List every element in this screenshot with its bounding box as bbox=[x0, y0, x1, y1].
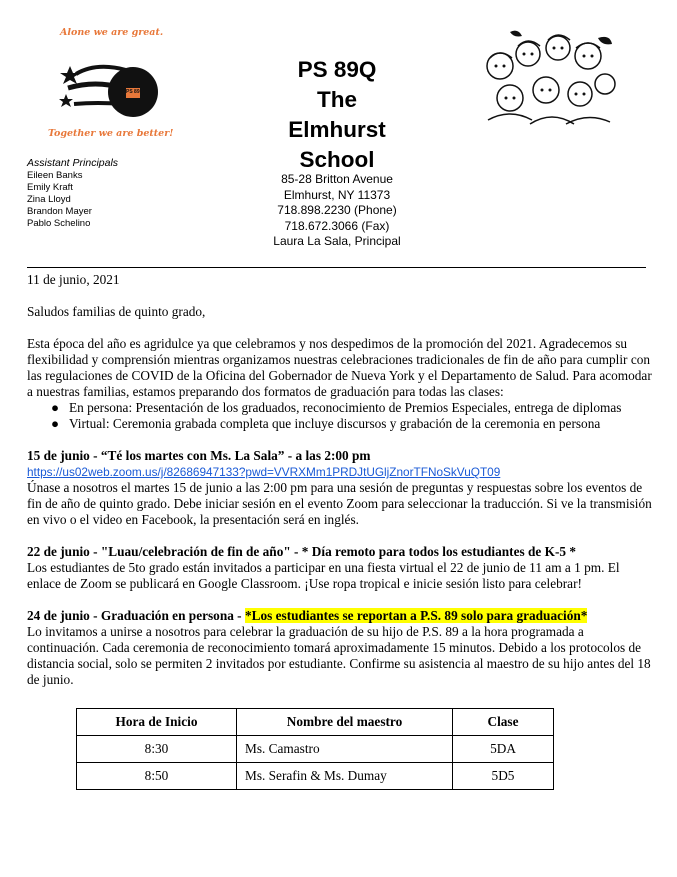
event3-heading bbox=[27, 608, 652, 624]
table-header: Hora de Inicio bbox=[77, 709, 237, 736]
phone-line: 718.898.2230 (Phone) bbox=[277, 203, 397, 217]
list-item: ● Virtual: Ceremonia grabada completa que incluye discursos y grabación de la ceremonia en persona bbox=[51, 416, 601, 431]
letter-greeting: Saludos familias de quinto grado, bbox=[27, 304, 206, 319]
table-row bbox=[77, 763, 554, 790]
school-name-line: PS 89Q bbox=[297, 57, 377, 82]
format-list bbox=[27, 400, 652, 432]
school-contact bbox=[237, 172, 437, 250]
fax-line: 718.672.3066 (Fax) bbox=[284, 218, 390, 233]
table-row bbox=[77, 736, 554, 763]
school-name bbox=[257, 55, 417, 175]
event2-heading: 22 de junio - "Luau/celebración de fin de año" - * Día remoto para todos los estudiantes de K-5 * bbox=[27, 544, 576, 559]
table-cell: 8:30 bbox=[77, 736, 237, 763]
header-divider bbox=[27, 267, 646, 268]
table-cell: 5D5 bbox=[453, 763, 554, 790]
letter-date: 11 de junio, 2021 bbox=[27, 272, 120, 287]
event3-text: Lo invitamos a unirse a nosotros para celebrar la graduación de su hijo de P.S. 89 a la hora programada a continuación. Cada ceremonia de reconocimiento tomará aproximadamente 15 minutos. Debido a los protocolos de distancia social, solo se permiten 2 invitados por estudiante. Confirme su asistencia al maestro de su hijo antes del 18 de junio. bbox=[27, 624, 651, 687]
logo-badge-text: PS 89 bbox=[126, 89, 140, 95]
graduation-schedule-table bbox=[76, 708, 554, 790]
event1-text: Únase a nosotros el martes 15 de junio a las 2:00 pm para una sesión de preguntas y respuestas sobre los eventos de fin de año de quinto grado. Debe iniciar sesión en el evento Zoom para seleccionar la traducción. Si ve la transmisión en vivo o el video en Facebook, la presentación será en inglés. bbox=[27, 480, 652, 527]
assistant-principal: Pablo Schelino bbox=[27, 218, 91, 229]
bullet-icon: ● bbox=[51, 400, 60, 415]
school-name-line: The bbox=[316, 87, 357, 112]
table-header-row bbox=[77, 709, 554, 736]
table-cell: 5DA bbox=[453, 736, 554, 763]
assistant-principals-title: Assistant Principals bbox=[27, 157, 119, 169]
address-line: Elmhurst, NY 11373 bbox=[283, 187, 391, 202]
table-header: Clase bbox=[453, 709, 554, 736]
star-icon bbox=[60, 66, 80, 84]
event2-text: Los estudiantes de 5to grado están invitados a participar en una fiesta virtual el 22 de junio de 11 am a 1 pm. El enlace de Zoom se publicará en Google Classroom. ¡Use ropa tropical e inicie sesión listo para celebrar! bbox=[27, 560, 620, 591]
principal-line: Laura La Sala, Principal bbox=[273, 234, 401, 248]
list-item: ● En persona: Presentación de los graduados, reconocimiento de Premios Especiales, entrega de diplomas bbox=[51, 400, 622, 415]
school-name-line: School bbox=[299, 147, 375, 172]
children-illustration bbox=[470, 28, 620, 130]
bullet-icon: ● bbox=[51, 416, 60, 431]
event3-heading-text: 24 de junio - Graduación en persona - bbox=[27, 608, 245, 623]
assistant-principal: Eileen Banks bbox=[27, 170, 83, 181]
school-logo bbox=[56, 44, 166, 124]
event1-heading: 15 de junio - “Té los martes con Ms. La Sala” - a las 2:00 pm bbox=[27, 448, 371, 463]
motto-top: Alone we are great. bbox=[60, 27, 164, 38]
event3-highlight: *Los estudiantes se reportan a P.S. 89 solo para graduación* bbox=[244, 608, 588, 623]
assistant-principals bbox=[27, 157, 118, 230]
assistant-principal: Emily Kraft bbox=[27, 182, 73, 193]
motto-bottom: Together we are better! bbox=[48, 128, 174, 139]
address-line: 85-28 Britton Avenue bbox=[281, 172, 393, 186]
table-header: Nombre del maestro bbox=[237, 709, 453, 736]
table-cell: Ms. Serafin & Ms. Dumay bbox=[237, 763, 453, 790]
table-cell: Ms. Camastro bbox=[237, 736, 453, 763]
table-cell: 8:50 bbox=[77, 763, 237, 790]
letter-body bbox=[27, 272, 652, 688]
assistant-principal: Zina Lloyd bbox=[27, 194, 71, 205]
zoom-link[interactable]: https://us02web.zoom.us/j/82686947133?pwd=VVRXMm1PRDJtUGljZnorTFNoSkVuQT09 bbox=[27, 465, 501, 479]
school-name-line: Elmhurst bbox=[288, 117, 386, 142]
letter-intro: Esta época del año es agridulce ya que celebramos y nos despedimos de la promoción del 2021. Agradecemos su flexibilidad y comprensión mientras organizamos nuestras celebraciones tradicionales de fin de año para cumplir con las regulaciones de COVID de la Oficina del Gobernador de Nueva York y el Departamento de Salud. Para acomodar a nuestras familias, estamos preparando dos formatos de graduación para todas las clases: bbox=[27, 336, 652, 399]
star-icon bbox=[59, 94, 73, 107]
assistant-principal: Brandon Mayer bbox=[27, 206, 92, 217]
